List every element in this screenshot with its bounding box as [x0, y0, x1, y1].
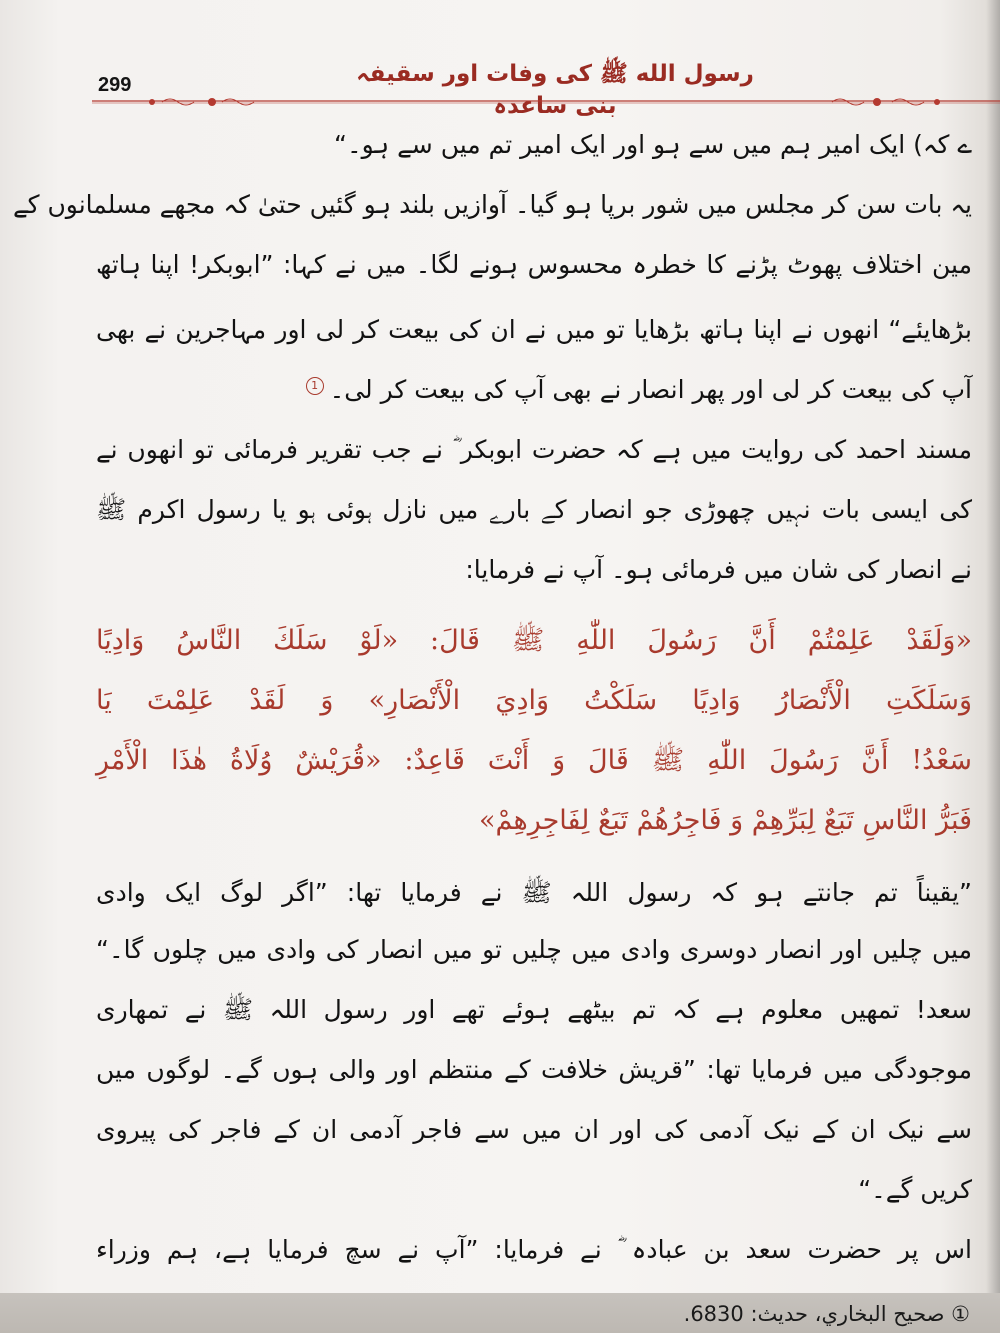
- body-line-1: ے کہ) ایک امیر ہم میں سے ہو اور ایک امیر تم میں سے ہو۔“: [334, 130, 972, 159]
- body-line-6: مسند احمد کی روایت میں ہے کہ حضرت ابوبکر ؓ نے جب تقریر فرمائی تو انھوں نے: [96, 435, 972, 464]
- arabic-quote-line-3: سَعْدُ! أَنَّ رَسُولَ اللّٰهِ ﷺ قَالَ وَ أَنْتَ قَاعِدٌ: «قُرَيْشٌ وُلَاةُ هٰذَا الْأَمْرِ: [96, 745, 972, 776]
- translation-line-3: سعد! تمھیں معلوم ہے کہ تم بیٹھے ہوئے تھے اور رسول اللہ ﷺ نے تمھاری: [96, 995, 972, 1024]
- body-line-8: نے انصار کی شان میں فرمائی ہو۔ آپ نے فرمایا:: [465, 555, 972, 584]
- footnote-marker: 1: [306, 377, 324, 395]
- arabic-quote-line-4: فَبَرُّ النَّاسِ تَبَعٌ لِبَرِّهِمْ وَ فَاجِرُهُمْ تَبَعٌ لِفَاجِرِهِمْ»: [478, 805, 972, 836]
- footnote-reference: ① صحيح البخاري، حديث: 6830.: [683, 1302, 970, 1326]
- translation-line-7: اس پر حضرت سعد بن عبادہ ؓ نے فرمایا: ”آپ نے سچ فرمایا ہے، ہم وزراء: [96, 1235, 972, 1264]
- arabic-quote-line-2: وَسَلَكَتِ الْأَنْصَارُ وَادِيًا سَلَكْتُ وَادِيَ الْأَنْصَارِ» وَ لَقَدْ عَلِمْتَ يَا: [96, 685, 972, 716]
- page-number: 299: [98, 74, 132, 96]
- translation-line-1: ”یقیناً تم جانتے ہو کہ رسول اللہ ﷺ نے فرمایا تھا: ”اگر لوگ ایک وادی: [96, 878, 972, 907]
- page-gutter-shadow: [986, 0, 1000, 1333]
- body-line-5-text: آپ کی بیعت کر لی اور پھر انصار نے بھی آپ کی بیعت کر لی۔: [329, 375, 972, 404]
- body-line-3: مین اختلاف پھوٹ پڑنے کا خطرہ محسوس ہونے لگا۔ میں نے کہا: ”ابوبکر! اپنا ہاتھ: [96, 250, 972, 279]
- running-title: رسول الله ﷺ کی وفات اور سقیفہ بنی ساعدہ: [356, 61, 754, 119]
- translation-line-4: موجودگی میں فرمایا تھا: ”قریش خلافت کے منتظم اور والی ہوں گے۔ لوگوں میں: [96, 1055, 972, 1084]
- translation-line-5: سے نیک ان کے نیک آدمی کی اور ان میں سے فاجر آدمی ان کے فاجر کی پیروی: [96, 1115, 972, 1144]
- translation-line-6: کریں گے۔“: [858, 1175, 972, 1204]
- body-line-5: [306, 370, 972, 410]
- translation-line-2: میں چلیں اور انصار دوسری وادی میں چلیں تو میں انصار کی وادی میں چلوں گا۔“: [96, 935, 972, 964]
- body-line-4: بڑھایئے“ انھوں نے اپنا ہاتھ بڑھایا تو میں نے ان کی بیعت کر لی اور مہاجرین نے بھی: [96, 315, 972, 344]
- body-line-7: کی ایسی بات نہیں چھوڑی جو انصار کے بارے میں نازل ہوئی ہو یا رسول اکرم ﷺ: [96, 495, 972, 524]
- body-line-2: یہ بات سن کر مجلس میں شور برپا ہو گیا۔ آوازیں بلند ہو گئیں حتیٰ کہ مجھے مسلمانوں کے: [12, 190, 972, 219]
- page-header: [0, 55, 1000, 119]
- arabic-quote-line-1: «وَلَقَدْ عَلِمْتُمْ أَنَّ رَسُولَ اللّٰهِ ﷺ قَالَ: «لَوْ سَلَكَ النَّاسُ وَادِيًا: [96, 625, 972, 656]
- header-ornament-rule: [92, 95, 1000, 107]
